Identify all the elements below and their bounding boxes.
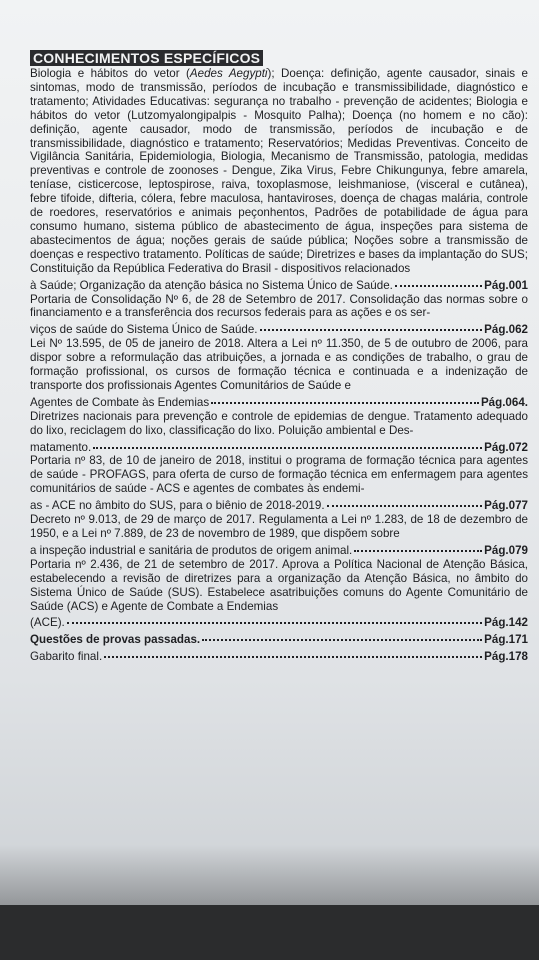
entry-last-text: à Saúde; Organização da atenção básica no Sistema Único de Saúde. [30, 278, 393, 292]
toc-entry [30, 558, 528, 631]
entry-text: Lei Nº 13.595, de 05 de janeiro de 2018. Altera a Lei nº 11.350, de 5 de outubro de 2006, para dispor sobre a reformulação das atribuições, a jornada e as condições de trabalho, o grau de formação profissional, os cursos de formação técnica e continuada e a indenização de transporte dos profissionais Agentes Comunitários de Saúde e [30, 337, 528, 392]
entry-last-text: Agentes de Combate às Endemias [30, 395, 210, 409]
dot-leader [202, 628, 482, 641]
entry-last-text: matamento. [30, 440, 92, 454]
entry-text: ); Doença: definição, agente causador, sinais e sintomas, modo de transmissão, períodos de incubação e transmissibilidade, diagnóstico e tratamento; Atividades Educativas: segurança no trabalho - prevenção de acidentes; Biologia e hábitos do vetor (Lutzomyalongipalpis - Mosquito Palha); Doença (no homem e no cão): definição, agente causador, modo de transmissão, períodos de incubação e de transmissibilidade, diagnóstico e tratamento; Reservatórios; Medidas Preventivas. Conceito de Vigilância Sanitária, Epidemiologia, Biologia, Mecanismo de Transmissão, patologia, medidas preventivas e controle de zoonoses - Dengue, Zika Virus, Febre Chikungunya, febre amarela, teníase, cisticercose, leptospirose, raiva, toxoplasmose, leishmaniose, (visceral e cutânea), febre tifoide, difteria, cólera, febre maculosa, hantaviroses, doença de chagas malária, controle de roedores, reservatórios e animais peçonhentos, Padrões de potabilidade de água para consumo humano, sistema público de abastecimento de água, inspeções para sistema de abastecimentos de água; noções gerais de saúde pública; Noções sobre a transmissão de doenças e respectivo tratamento. Políticas de saúde; Diretrizes e bases da implantação do SUS; Constituição da República Federativa do Brasil - dispositivos relacionados [30, 67, 528, 275]
dot-leader [93, 436, 482, 449]
entry-text: Portaria de Consolidação Nº 6, de 28 de Setembro de 2017. Consolidação das normas sobre o financiamento e a transferência dos recursos federais para as ações e os ser- [30, 292, 528, 320]
dot-leader [211, 391, 479, 404]
dot-leader [104, 645, 482, 658]
entry-last-line [30, 496, 528, 513]
entry-last-line [30, 393, 528, 410]
entry-last-line [30, 541, 528, 558]
table-of-contents [30, 50, 528, 664]
entry-lead: Biologia e hábitos do vetor ( [30, 67, 190, 80]
page-number: Pág.062 [484, 323, 528, 337]
entry-last-text: Questões de provas passadas. [30, 633, 201, 647]
toc-entry [30, 337, 528, 410]
entry-text: Portaria nº 83, de 10 de janeiro de 2018, institui o programa de formação técnica para agentes de saúde - PROFAGS, para oferta de curso de formação técnica em enfermagem para agentes comunitários de saúde - ACS e agentes de combates às endemi- [30, 454, 528, 496]
entry-text: Portaria nº 2.436, de 21 de setembro de 2017. Aprova a Política Nacional de Atenção Básica, estabelecendo a revisão de diretrizes para a organização da Atenção Básica, no âmbito do Sistema Único de Saúde (SUS). Estabelece asatribuições comuns do Agente Comunitário de Saúde (ACS) e Agente de Combate a Endemias [30, 557, 528, 613]
toc-entry [30, 293, 528, 338]
section-heading: CONHECIMENTOS ESPECÍFICOS [30, 50, 263, 66]
entry-last-text: (ACE). [30, 616, 65, 630]
page-number: Pág.072 [484, 440, 528, 454]
entry-last-line [30, 438, 528, 455]
page-number: Pág.001 [484, 278, 528, 292]
entry-last-text: viços de saúde do Sistema Único de Saúde. [30, 323, 258, 337]
entry-last-text: a inspeção industrial e sanitária de produtos de origem animal. [30, 543, 353, 557]
entry-last-line [30, 647, 528, 664]
toc-entry [30, 513, 528, 558]
page-number: Pág.178 [484, 650, 528, 664]
toc-entry [30, 410, 528, 455]
background-surface [0, 905, 539, 960]
entry-last-text: as - ACE no âmbito do SUS, para o biênio de 2018-2019. [30, 499, 325, 513]
entry-lead-italic: Aedes Aegypti [189, 67, 268, 80]
toc-entry [30, 67, 528, 293]
page-number: Pág.064. [480, 395, 528, 409]
page-number: Pág.171 [484, 633, 528, 647]
entry-last-line [30, 276, 528, 293]
dot-leader [67, 611, 482, 624]
page-number: Pág.142 [484, 616, 528, 630]
dot-leader [327, 494, 483, 507]
dot-leader [395, 274, 482, 287]
toc-entry [30, 454, 528, 513]
entry-last-line [30, 320, 528, 337]
page-number: Pág.079 [484, 543, 528, 557]
entry-text: Diretrizes nacionais para prevenção e controle de epidemias de dengue. Tratamento adequado do lixo, reciclagem do lixo, classificação do lixo. Poluição ambiental e Des- [30, 409, 528, 437]
dot-leader [354, 539, 482, 552]
entry-text: Decreto nº 9.013, de 29 de março de 2017. Regulamenta a Lei nº 1.283, de 18 de dezembro de 1950, e a Lei nº 7.889, de 23 de novembro de 1989, que dispõem sobre [30, 513, 528, 540]
dot-leader [260, 318, 483, 331]
entry-last-text: Gabarito final. [30, 650, 103, 664]
page-number: Pág.077 [484, 499, 528, 513]
toc-entry [30, 647, 528, 664]
